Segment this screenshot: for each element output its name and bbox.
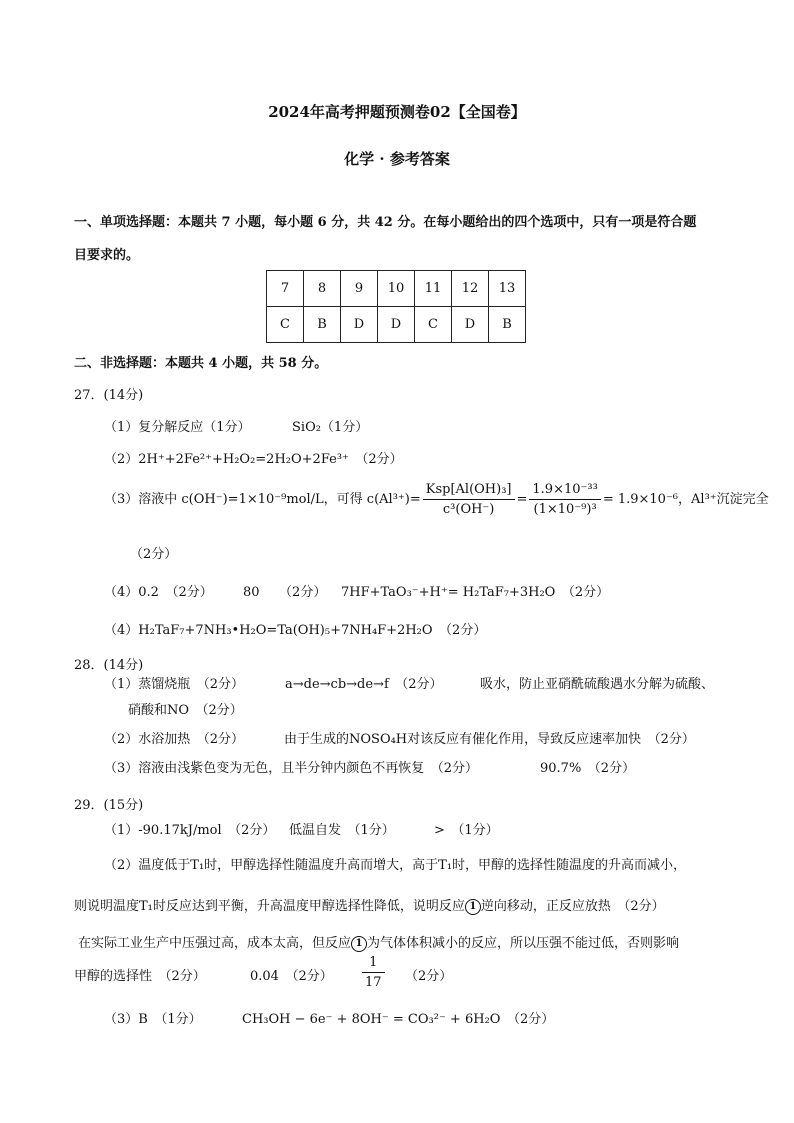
q28-part3-a: （3）溶液由浅紫色变为无色，且半分钟内颜色不再恢复 （2分）	[104, 761, 479, 776]
q29-part2-line3-b: 为气体体积减小的反应，所以压强不能过低，否则影响	[367, 936, 680, 951]
question-number-cell: 8	[304, 271, 341, 307]
question-number-cell: 7	[267, 271, 304, 307]
q27-part3-pre: （3）溶液中 c(OH⁻)=1×10⁻⁹mol/L，可得 c(Al³⁺)=	[104, 492, 421, 507]
question-number-cell: 13	[489, 271, 526, 307]
q27-part4a-c: 7HF+TaO₃⁻+H⁺= H₂TaF₇+3H₂O （2分）	[341, 585, 610, 600]
selectivity-fraction-denominator: 17	[365, 975, 382, 990]
q29-part3-a: （3）B （1分）	[104, 1012, 202, 1027]
q27-part1-a: （1）复分解反应（1分）	[104, 420, 251, 435]
page-subtitle: 化学 · 参考答案	[344, 150, 450, 168]
question-number-cell: 11	[415, 271, 452, 307]
q29-part2-line4-a: 甲醇的选择性 （2分）	[74, 969, 206, 984]
q28-part2-b: 由于生成的NOSO₄H对该反应有催化作用，导致反应速率加快 （2分）	[284, 732, 695, 747]
selectivity-fraction	[360, 955, 387, 990]
q27-part3	[104, 482, 769, 517]
q28-part1-b: a→de→cb→de→f （2分）	[285, 677, 443, 692]
answer-table-number-row	[267, 271, 526, 307]
answer-cell: C	[267, 307, 304, 343]
q29-heading: 29．(15分)	[74, 798, 144, 813]
q28-part1-c: 吸水，防止亚硝酰硫酸遇水分解为硫酸、	[480, 677, 715, 692]
answer-cell: C	[415, 307, 452, 343]
question-number-cell: 12	[452, 271, 489, 307]
q29-part1-b: 低温自发 （1分）	[289, 823, 395, 838]
q29-part2-line4-b: 0.04 （2分）	[250, 969, 333, 984]
q27-part4b: （4）H₂TaF₇+7NH₃•H₂O=Ta(OH)₅+7NH₄F+2H₂O （2分）	[104, 623, 487, 638]
answer-table	[266, 270, 526, 343]
reaction-1-circle: 1	[351, 936, 367, 952]
q28-heading: 28．(14分)	[74, 658, 144, 673]
selectivity-fraction-body	[362, 955, 385, 990]
q29-part1-c: > （1分）	[434, 823, 499, 838]
value-denominator: (1×10⁻⁹)³	[533, 502, 597, 517]
q29-part2-line2-b: 逆向移动，正反应放热 （2分）	[480, 899, 665, 914]
value-fraction	[529, 482, 600, 517]
q29-part3-b: CH₃OH − 6e⁻ + 8OH⁻ = CO₃²⁻ + 6H₂O （2分）	[242, 1012, 555, 1027]
ksp-fraction	[423, 482, 515, 517]
q27-part3-score: （2分）	[130, 547, 178, 562]
section1-intro-line1: 一、单项选择题：本题共 7 小题，每小题 6 分，共 42 分。在每小题给出的四个选项中，只有一项是符合题	[74, 215, 697, 230]
ksp-numerator: Ksp[Al(OH)₃]	[423, 482, 515, 500]
page-title: 2024年高考押题预测卷02【全国卷】	[268, 103, 526, 121]
q29-part2-line2-a: 则说明温度T₁时反应达到平衡，升高温度甲醇选择性降低，说明反应	[74, 899, 465, 914]
section1-intro-line2: 目要求的。	[74, 248, 140, 263]
q29-part2-line4-c: （2分）	[405, 969, 453, 984]
question-number-cell: 9	[341, 271, 378, 307]
reaction-1-circle: 1	[465, 899, 481, 915]
q29-part2-line1: （2）温度低于T₁时，甲醇选择性随温度升高而增大，高于T₁时，甲醇的选择性随温度的升高而减小，	[104, 858, 687, 873]
selectivity-fraction-numerator: 1	[362, 955, 385, 973]
q27-part4a-b: 80 （2分）	[243, 585, 327, 600]
q27-part4a-a: （4）0.2 （2分）	[104, 585, 213, 600]
q28-part3-b: 90.7% （2分）	[540, 761, 636, 776]
q27-part1-b: SiO₂（1分）	[292, 420, 369, 435]
q29-part2-line3-a: 在实际工业生产中压强过高，成本太高，但反应	[78, 936, 352, 951]
answer-cell: D	[452, 307, 489, 343]
q29-part2-line3	[78, 932, 679, 952]
q27-part3-post: = 1.9×10⁻⁶，Al³⁺沉淀完全	[602, 492, 769, 507]
question-number-cell: 10	[378, 271, 415, 307]
q27-part3-equals: =	[516, 492, 528, 507]
answer-cell: B	[304, 307, 341, 343]
q27-part2: （2）2H⁺+2Fe²⁺+H₂O₂=2H₂O+2Fe³⁺ （2分）	[104, 452, 403, 467]
q29-part1-a: （1）-90.17kJ/mol （2分）	[104, 823, 276, 838]
answer-table-answer-row	[267, 307, 526, 343]
answer-cell: B	[489, 307, 526, 343]
ksp-denominator: c³(OH⁻)	[442, 502, 495, 517]
q28-part2-a: （2）水浴加热 （2分）	[104, 732, 245, 747]
answer-cell: D	[378, 307, 415, 343]
q28-part1-d: 硝酸和NO （2分）	[128, 703, 243, 718]
q27-heading: 27．(14分)	[74, 388, 144, 403]
q28-part1-a: （1）蒸馏烧瓶 （2分）	[104, 677, 245, 692]
q29-part2-line2	[74, 895, 665, 915]
answer-cell: D	[341, 307, 378, 343]
value-numerator: 1.9×10⁻³³	[529, 482, 600, 500]
section2-intro: 二、非选择题：本题共 4 小题，共 58 分。	[74, 356, 328, 371]
